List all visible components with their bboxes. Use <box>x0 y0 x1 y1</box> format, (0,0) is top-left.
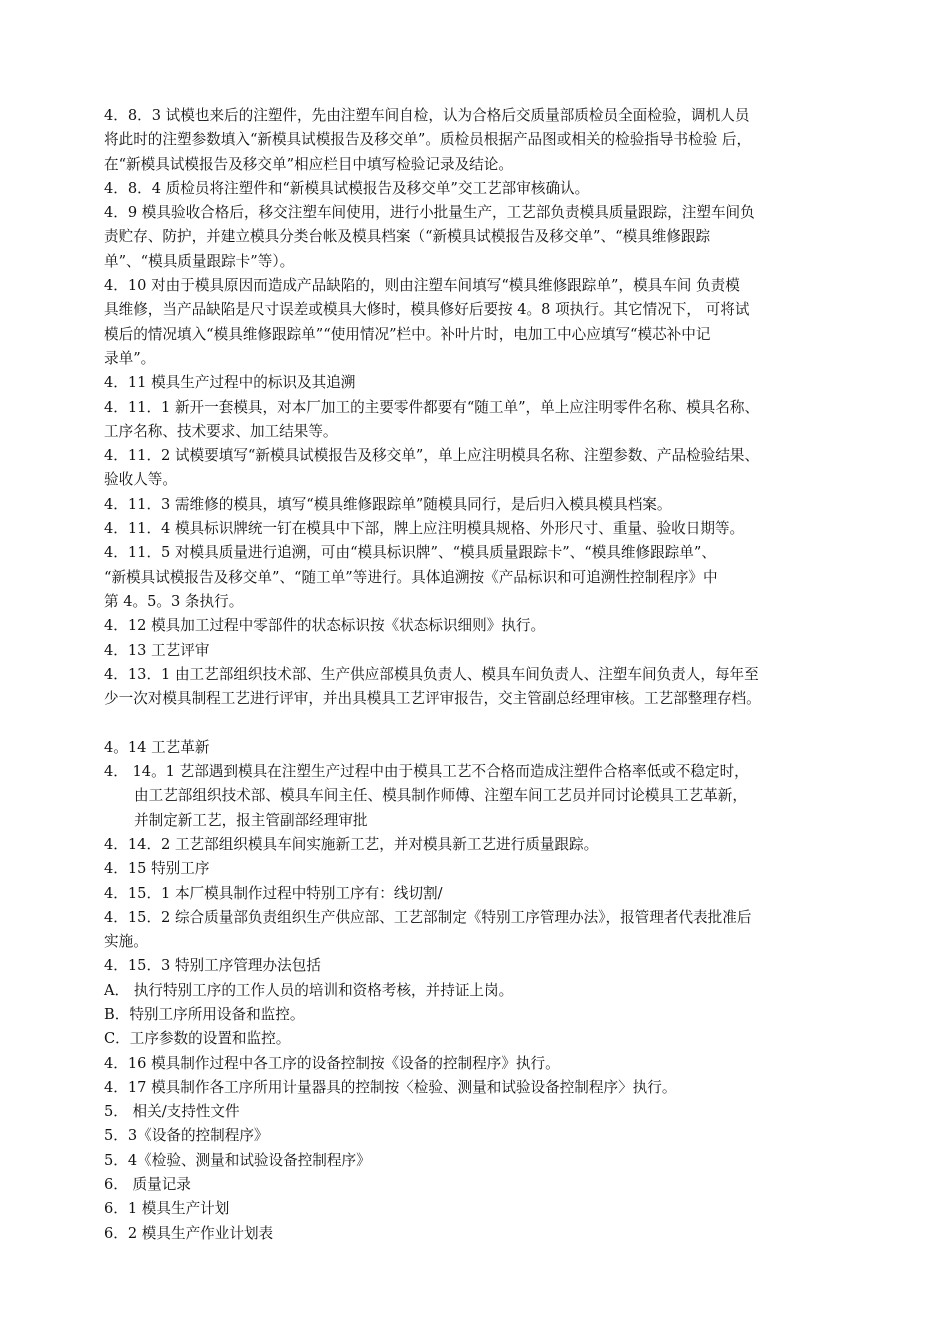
section-heading: 4．11 模具生产过程中的标识及其追溯 <box>104 374 356 392</box>
text-line: 4．11．5 对模具质量进行追溯，可由“模具标识牌”、“模具质量跟踪卡”、“模具维修跟踪单”、 <box>104 544 716 562</box>
list-item: 6．2 模具生产作业计划表 <box>104 1224 274 1242</box>
list-item: 5．3《设备的控制程序》 <box>104 1127 269 1145</box>
text-line: 实施。 <box>104 933 148 951</box>
section-heading: 5． 相关/支持性文件 <box>104 1103 240 1121</box>
list-item: A． 执行特别工序的工作人员的培训和资格考核，并持证上岗。 <box>104 981 514 999</box>
text-line: 4． 14。1 艺部遇到模具在注塑生产过程中由于模具工艺不合格而造成注塑件合格率低或不稳定时， <box>104 763 749 781</box>
section-heading: 4。14 工艺革新 <box>104 738 210 756</box>
text-line: 录单”。 <box>104 349 156 367</box>
text-line: 在“新模具试模报告及移交单”相应栏目中填写检验记录及结论。 <box>104 155 513 173</box>
text-line: “新模具试模报告及移交单”、“随工单”等进行。具体追溯按《产品标识和可追溯性控制程序》中 <box>104 568 718 586</box>
text-line: 第 4。5。3 条执行。 <box>104 592 244 610</box>
list-item: 6．1 模具生产计划 <box>104 1200 230 1218</box>
text-line: 验收人等。 <box>104 471 177 489</box>
section-heading: 4．13 工艺评审 <box>104 641 210 659</box>
text-line: 4．11．3 需维修的模具，填写“模具维修跟踪单”随模具同行，是后归入模具模具档案。 <box>104 495 672 513</box>
text-line: 责贮存、防护，并建立模具分类台帐及模具档案（“新模具试模报告及移交单”、“模具维修跟踪 <box>104 228 711 246</box>
text-line: 4．15．2 综合质量部负责组织生产供应部、工艺部制定《特别工序管理办法》，报管理者代表批准后 <box>104 908 752 926</box>
text-line: 4．8．3 试模也来后的注塑件，先由注塑车间自检，认为合格后交质量部质检员全面检验，调机人员 <box>104 107 750 124</box>
text-line: 4．15．1 本厂模具制作过程中特别工序有：线切割/ <box>104 884 443 902</box>
text-line: 由工艺部组织技术部、模具车间主任、模具制作师傅、注塑车间工艺员并同讨论模具工艺革新， <box>134 787 747 805</box>
text-line: 将此时的注塑参数填入“新模具试模报告及移交单”。质检员根据产品图或相关的检验指导书检验 后， <box>104 131 752 149</box>
text-line: 4．10 对由于模具原因而造成产品缺陷的，则由注塑车间填写“模具维修跟踪单”，模具车间 负责模 <box>104 277 740 295</box>
text-line: 4．15．3 特别工序管理办法包括 <box>104 957 321 975</box>
text-line: 4．11．2 试模要填写“新模具试模报告及移交单”，单上应注明模具名称、注塑参数、产品检验结果、 <box>104 447 760 465</box>
section-heading: 4．15 特别工序 <box>104 860 210 878</box>
text-line: 具维修，当产品缺陷是尺寸误差或模具大修时，模具修好后要按 4。8 项执行。其它情况下， 可将试 <box>104 301 750 319</box>
list-item: B．特别工序所用设备和监控。 <box>104 1005 305 1023</box>
text-line: 4．14．2 工艺部组织模具车间实施新工艺，并对模具新工艺进行质量跟踪。 <box>104 835 599 853</box>
text-line: 模后的情况填入“模具维修跟踪单”“使用情况”栏中。补叶片时，电加工中心应填写“模芯补中记 <box>104 325 711 343</box>
text-line: 4．12 模具加工过程中零部件的状态标识按《状态标识细则》执行。 <box>104 617 546 635</box>
text-line: 并制定新工艺，报主管副部经理审批 <box>134 811 368 829</box>
list-item: C．工序参数的设置和监控。 <box>104 1030 291 1048</box>
text-line: 4．17 模具制作各工序所用计量器具的控制按〈检验、测量和试验设备控制程序〉执行。 <box>104 1078 677 1096</box>
text-line: 4．11．1 新开一套模具，对本厂加工的主要零件都要有“随工单”，单上应注明零件名称、模具名称、 <box>104 398 760 416</box>
text-line: 4．9 模具验收合格后，移交注塑车间使用，进行小批量生产，工艺部负责模具质量跟踪，注塑车间负 <box>104 204 755 222</box>
section-heading: 6． 质量记录 <box>104 1176 191 1194</box>
document-body <box>104 104 864 1246</box>
text-line: 少一次对模具制程工艺进行评审，并出具模具工艺评审报告，交主管副总经理审核。工艺部整理存档。 <box>104 690 761 708</box>
text-line: 4．11．4 模具标识牌统一钉在模具中下部，牌上应注明模具规格、外形尺寸、重量、验收日期等。 <box>104 520 745 538</box>
text-line: 4．8．4 质检员将注塑件和“新模具试模报告及移交单”交工艺部审核确认。 <box>104 179 590 197</box>
blank-line <box>104 711 864 735</box>
text-line: 4．16 模具制作过程中各工序的设备控制按《设备的控制程序》执行。 <box>104 1054 560 1072</box>
text-line: 单”、“模具质量跟踪卡”等）。 <box>104 252 295 270</box>
text-line: 工序名称、技术要求、加工结果等。 <box>104 422 338 440</box>
text-line: 4．13．1 由工艺部组织技术部、生产供应部模具负责人、模具车间负责人、注塑车间负责人，每年至 <box>104 665 759 683</box>
list-item: 5．4《检验、测量和试验设备控制程序》 <box>104 1151 371 1169</box>
